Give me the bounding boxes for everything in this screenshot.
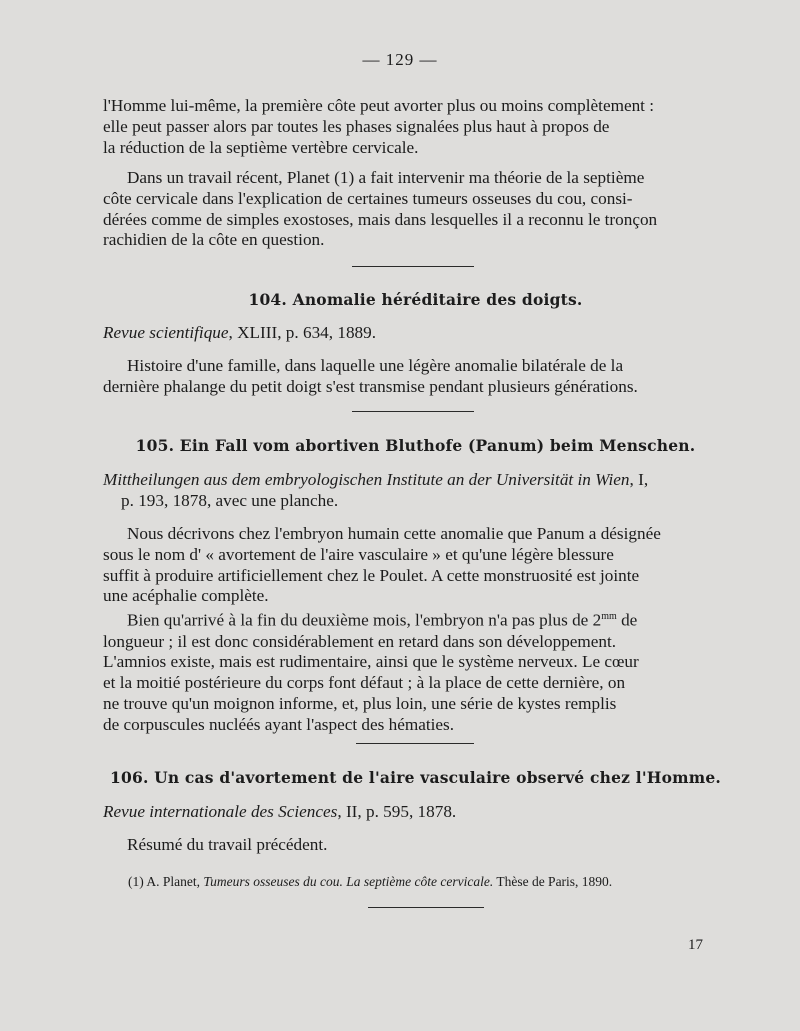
text-line: Histoire d'une famille, dans laquelle une légère anomalie bilatérale de la	[127, 356, 624, 375]
text-line: sous le nom d' « avortement de l'aire vasculaire » et qu'une légère blessure	[103, 544, 614, 564]
text-line: et la moitié postérieure du corps font défaut ; à la place de cette dernière, on	[103, 673, 626, 693]
journal-title: Revue internationale des Sciences	[103, 802, 338, 821]
text-line: côte cervicale dans l'explication de certaines tumeurs osseuses du cou, consi-	[103, 188, 633, 208]
text-line: ne trouve qu'un moignon informe, et, plus loin, une série de kystes remplis	[103, 693, 617, 713]
text-line: une acéphalie complète.	[103, 586, 269, 606]
text-line: dérées comme de simples exostoses, mais dans lesquelles il a reconnu le tronçon	[103, 209, 658, 229]
text-line: rachidien de la côte en question.	[103, 230, 325, 250]
footnote	[128, 874, 708, 890]
signature-mark: 17	[688, 937, 703, 953]
journal-title: Revue scientifique	[103, 323, 229, 342]
page-header: — 129 —	[362, 50, 438, 69]
text-line: la réduction de la septième vertèbre cervicale.	[103, 137, 419, 157]
footnote-divider	[368, 907, 484, 908]
section-heading-104: 104. Anomalie héréditaire des doigts.	[248, 290, 583, 309]
reference-details: p. 193, 1878, avec une planche.	[121, 490, 339, 510]
text-segment: de	[616, 610, 638, 630]
section-divider	[352, 411, 474, 412]
planet-paragraph	[103, 168, 728, 251]
summary-106	[103, 835, 728, 856]
reference-105	[103, 470, 728, 512]
reference-details: , XLIII, p. 634, 1889.	[228, 323, 377, 342]
text-line: elle peut passer alors par toutes les phases signalées plus haut à propos de	[103, 116, 610, 136]
section-heading-105: 105. Ein Fall vom abortiven Bluthofe (Panum) beim Menschen.	[135, 436, 696, 455]
summary-105-p2	[103, 607, 728, 736]
text-line	[103, 607, 728, 632]
journal-title: Mittheilungen aus dem embryologischen Institute an der Universität in Wien	[103, 470, 630, 489]
reference-details: , II, p. 595, 1878.	[337, 802, 457, 821]
section-divider	[356, 743, 474, 744]
intro-paragraph	[103, 96, 728, 158]
section-heading-106: 106. Un cas d'avortement de l'aire vasculaire observé chez l'Homme.	[109, 768, 722, 787]
text-line: de corpuscules nucléés ayant l'aspect des hématies.	[103, 714, 455, 734]
reference-details: , I,	[629, 470, 649, 489]
reference-104	[103, 323, 728, 344]
text-line: longueur ; il est donc considérablement en retard dans son développement.	[103, 631, 617, 651]
footnote-title: Tumeurs osseuses du cou. La septième côte cervicale.	[203, 874, 494, 889]
text-line: dernière phalange du petit doigt s'est transmise pendant plusieurs générations.	[103, 376, 638, 396]
text-segment: Bien qu'arrivé à la fin du deuxième mois, l'embryon n'a pas plus de 2	[127, 610, 602, 630]
footnote-details: Thèse de Paris, 1890.	[493, 874, 613, 889]
section-divider	[352, 266, 474, 267]
text-line: Résumé du travail précédent.	[127, 835, 328, 854]
reference-106	[103, 802, 728, 823]
text-line: Nous décrivons chez l'embryon humain cette anomalie que Panum a désignée	[127, 524, 661, 543]
summary-104	[103, 356, 728, 398]
unit-superscript: mm	[601, 611, 617, 622]
text-line: suffit à produire artificiellement chez le Poulet. A cette monstruosité est jointe	[103, 565, 640, 585]
footnote-marker: (1) A. Planet,	[128, 874, 204, 889]
summary-105-p1	[103, 524, 728, 607]
text-line: L'amnios existe, mais est rudimentaire, ainsi que le système nerveux. Le cœur	[103, 652, 639, 672]
text-line: Dans un travail récent, Planet (1) a fait intervenir ma théorie de la septième	[127, 168, 645, 187]
text-line: l'Homme lui-même, la première côte peut avorter plus ou moins complètement :	[103, 96, 655, 115]
